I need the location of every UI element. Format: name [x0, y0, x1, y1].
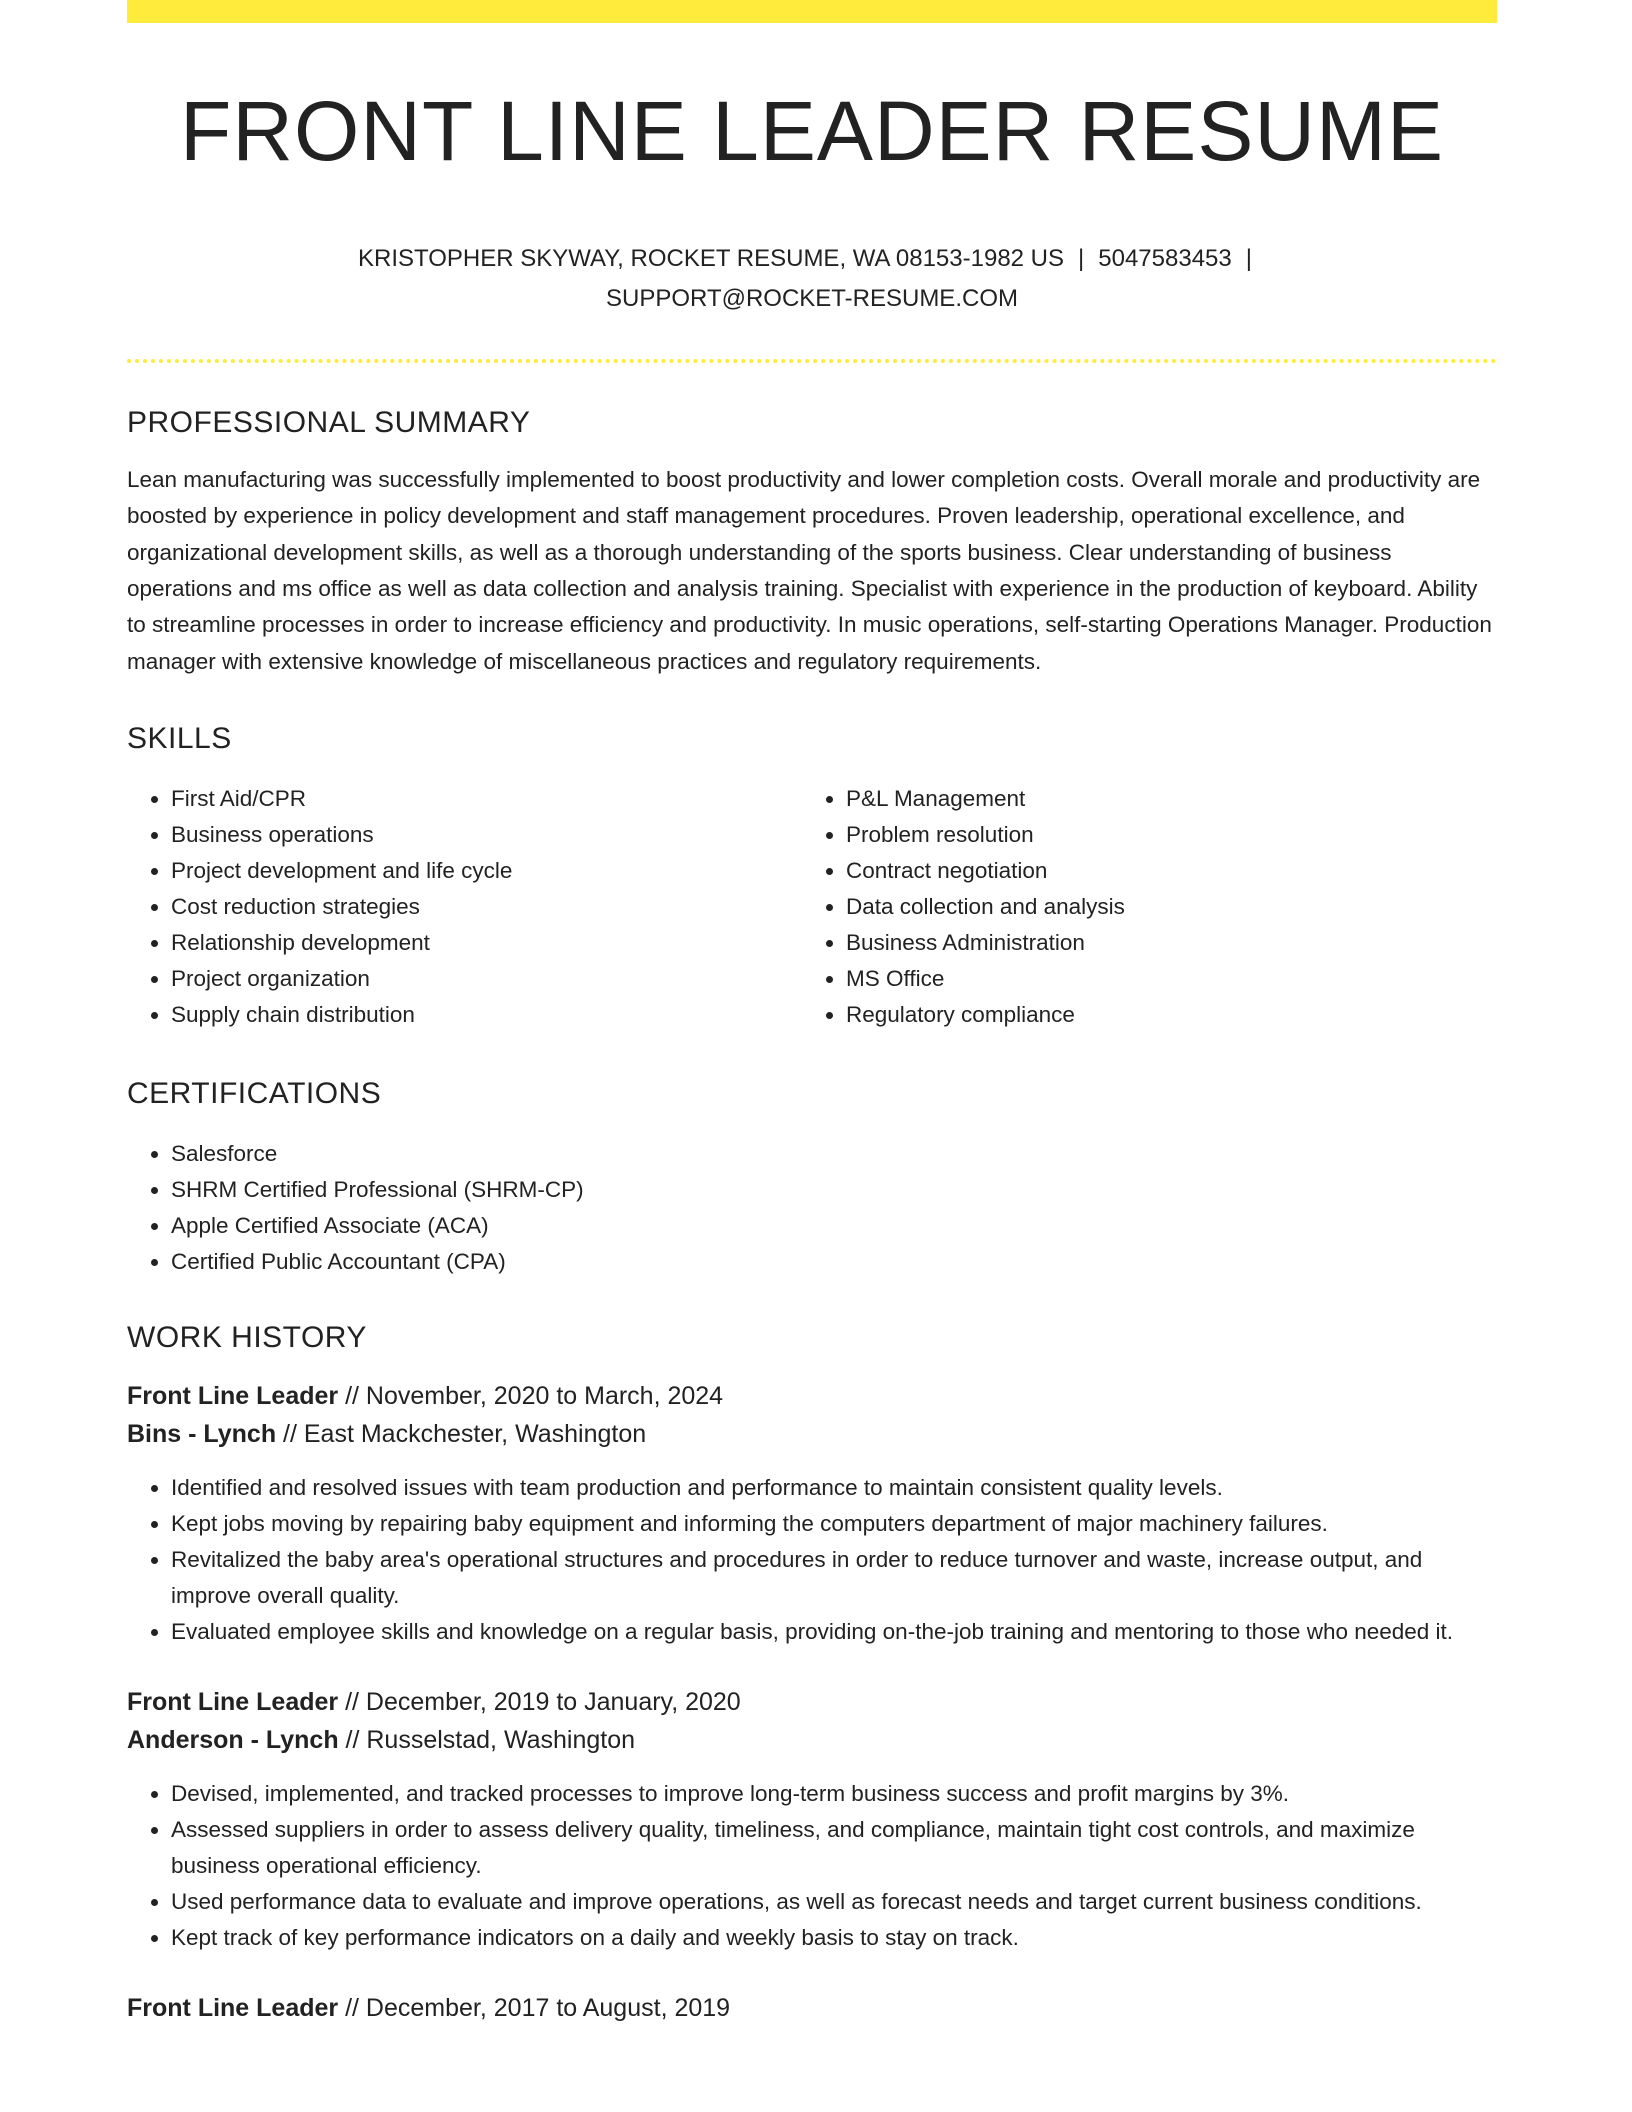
- resume-page: [127, 0, 1497, 2027]
- skill-item: • Cost reduction strategies: [171, 889, 802, 925]
- job-bullet: • Devised, implemented, and tracked processes to improve long-term business success and profit margins by 3%.: [171, 1776, 1497, 1812]
- job-location: // East Mackchester, Washington: [276, 1419, 647, 1448]
- skills-heading: SKILLS: [127, 721, 232, 755]
- job-bullets: [127, 1776, 1497, 1956]
- skills-grid: [127, 781, 1497, 1033]
- job-location: // Russelstad, Washington: [338, 1725, 636, 1754]
- skills-list-right: [802, 781, 1477, 1033]
- skill-item: • P&L Management: [846, 781, 1477, 817]
- job-bullet: • Evaluated employee skills and knowledge on a regular basis, providing on-the-job training and mentoring to those who needed it.: [171, 1614, 1497, 1650]
- job-bullet: • Used performance data to evaluate and improve operations, as well as forecast needs and target current business conditions.: [171, 1884, 1497, 1920]
- job-company-line: [127, 1415, 1497, 1453]
- certification-item: • SHRM Certified Professional (SHRM-CP): [171, 1172, 1497, 1208]
- contact-separator: |: [1078, 245, 1085, 273]
- skills-list-left: [127, 781, 802, 1033]
- contact-address: KRISTOPHER SKYWAY, ROCKET RESUME, WA 08153-1982 US: [358, 245, 1065, 273]
- summary-text: Lean manufacturing was successfully implemented to boost productivity and lower completion costs. Overall morale and productivity are boosted by experience in policy development and staff management procedures. Proven leadership, operational excellence, and organizational development skills, as well as a thorough understanding of the sports business. Clear understanding of business operations and ms office as well as data collection and analysis training. Specialist with experience in the production of keyboard. Ability to streamline processes in order to increase efficiency and productivity. In music operations, self-starting Operations Manager. Production manager with extensive knowledge of miscellaneous practices and regulatory requirements.: [127, 467, 1492, 674]
- skill-item: • Regulatory compliance: [846, 997, 1477, 1033]
- job-company: Anderson - Lynch: [127, 1725, 339, 1754]
- job-dates: // December, 2019 to January, 2020: [338, 1687, 741, 1716]
- skill-item: • Supply chain distribution: [171, 997, 802, 1033]
- job-bullet: • Identified and resolved issues with team production and performance to maintain consistent quality levels.: [171, 1470, 1497, 1506]
- skill-item: • Business operations: [171, 817, 802, 853]
- contact-email: SUPPORT@ROCKET-RESUME.COM: [606, 285, 1018, 313]
- job-bullets: [127, 1470, 1497, 1650]
- job-title: Front Line Leader: [127, 1687, 339, 1716]
- job-dates: // December, 2017 to August, 2019: [338, 1993, 731, 2022]
- contact-separator: |: [1245, 245, 1252, 273]
- job-company: Bins - Lynch: [127, 1419, 277, 1448]
- certification-item: • Salesforce: [171, 1136, 1497, 1172]
- skill-item: • Project organization: [171, 961, 802, 997]
- skill-item: • First Aid/CPR: [171, 781, 802, 817]
- job-title: Front Line Leader: [127, 1993, 339, 2022]
- job-entry: [127, 1989, 1497, 2027]
- job-entry: [127, 1683, 1497, 1956]
- skill-item: • Relationship development: [171, 925, 802, 961]
- certification-item: • Certified Public Accountant (CPA): [171, 1244, 1497, 1280]
- job-title: Front Line Leader: [127, 1381, 339, 1410]
- job-bullet: • Kept jobs moving by repairing baby equipment and informing the computers department of major machinery failures.: [171, 1506, 1497, 1542]
- summary-heading: PROFESSIONAL SUMMARY: [127, 406, 531, 440]
- job-title-line: [127, 1989, 1497, 2027]
- certifications-list: [127, 1136, 1497, 1280]
- skill-item: • Contract negotiation: [846, 853, 1477, 889]
- dotted-divider: [127, 359, 1497, 363]
- job-bullet: • Assessed suppliers in order to assess delivery quality, timeliness, and compliance, maintain tight cost controls, and maximize business operational efficiency.: [171, 1812, 1497, 1884]
- contact-phone: 5047583453: [1098, 245, 1232, 273]
- contact-info: [332, 239, 1292, 319]
- certification-item: • Apple Certified Associate (ACA): [171, 1208, 1497, 1244]
- top-accent-bar: [127, 0, 1497, 23]
- skill-item: • Problem resolution: [846, 817, 1477, 853]
- job-company-line: [127, 1721, 1497, 1759]
- certifications-heading: CERTIFICATIONS: [127, 1076, 382, 1110]
- job-dates: // November, 2020 to March, 2024: [338, 1381, 724, 1410]
- skill-item: • MS Office: [846, 961, 1477, 997]
- job-bullet: • Revitalized the baby area's operational structures and procedures in order to reduce turnover and waste, increase output, and improve overall quality.: [171, 1542, 1497, 1614]
- skill-item: • Business Administration: [846, 925, 1477, 961]
- job-entry: [127, 1377, 1497, 1650]
- skill-item: • Project development and life cycle: [171, 853, 802, 889]
- job-bullet: • Kept track of key performance indicators on a daily and weekly basis to stay on track.: [171, 1920, 1497, 1956]
- skill-item: • Data collection and analysis: [846, 889, 1477, 925]
- work-history-heading: WORK HISTORY: [127, 1320, 367, 1354]
- page-title: FRONT LINE LEADER RESUME: [179, 84, 1445, 178]
- job-title-line: [127, 1377, 1497, 1415]
- job-title-line: [127, 1683, 1497, 1721]
